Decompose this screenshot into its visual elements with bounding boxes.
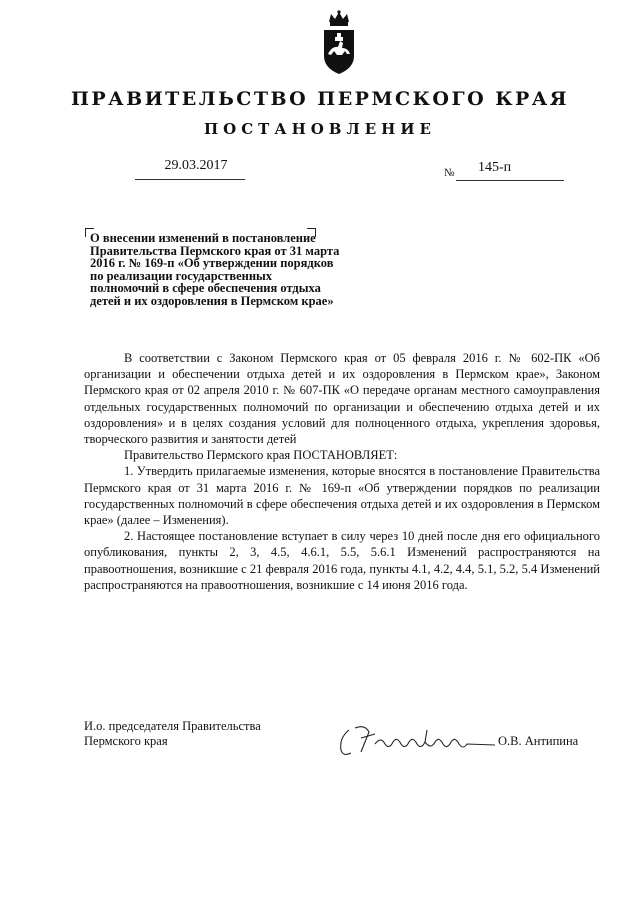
coat-of-arms-icon: [318, 10, 360, 76]
decree-item: 1. Утвердить прилагаемые изменения, которые вносятся в постановление Правительства Пермского края от 31 марта 2016 г. № 169-п «Об утверждении порядков по реализации государственных полномочий в сфере обеспечения отдыха детей и их оздоровления в Пермском крае» (далее – Изменения).: [84, 464, 600, 528]
number-underline: [456, 180, 564, 181]
number-label: №: [444, 167, 455, 179]
signer-position-line: Пермского края: [84, 734, 168, 748]
subject-line: полномочий в сфере обеспечения отдыха: [90, 281, 321, 296]
subject-line: Правительства Пермского края от 31 марта: [90, 243, 340, 258]
signer-position: [84, 719, 261, 749]
document-subject: [90, 232, 390, 308]
date-underline: [135, 179, 245, 180]
subject-line: О внесении изменений в постановление: [90, 231, 316, 245]
decree-item: 2. Настоящее постановление вступает в силу через 10 дней после дня его официального опубликования, пункты 2, 3, 4.5, 4.6.1, 5.5, 5.6.1 Изменений распространяются на правоотношения, возникшие с 21 февраля 2016 года, пункты 4.1, 4.2, 4.4, 5.1, 5.2, 5.4 Изменений распространяются на правоотношения, возникшие с 14 июня 2016 года.: [84, 529, 600, 592]
document-date: 29.03.2017: [164, 158, 228, 173]
subject-line: детей и их оздоровления в Пермском крае»: [90, 293, 334, 308]
signer-name: О.В. Антипина: [498, 734, 579, 748]
decree-line: Правительство Пермского края ПОСТАНОВЛЯЕТ:: [124, 448, 398, 463]
handwritten-signature: [335, 720, 505, 760]
subject-line: по реализации государственных: [90, 268, 273, 283]
document-number: 145-п: [478, 160, 512, 175]
document-type: ПОСТАНОВЛЕНИЕ: [204, 120, 436, 138]
subject-line: 2016 г. № 169-п «Об утверждении порядков: [90, 256, 334, 271]
signer-position-line: И.о. председателя Правительства: [84, 719, 261, 733]
preamble-paragraph: В соответствии с Законом Пермского края от 05 февраля 2016 г. № 602-ПК «Об организации и обеспечении отдыха детей и их оздоровления в Пермском крае», Законом Пермского края от 02 апреля 2010 г. № 607-ПК «О передаче органам местного самоуправления отдельных государственных полномочий по организации и обеспечению отдыха детей и их оздоровления» и в целях создания условий для полноценного отдыха, укрепления здоровья, творческого развития и занятости детей: [84, 351, 600, 447]
organization-title: ПРАВИТЕЛЬСТВО ПЕРМСКОГО КРАЯ: [70, 88, 570, 110]
document-body: [84, 350, 600, 593]
